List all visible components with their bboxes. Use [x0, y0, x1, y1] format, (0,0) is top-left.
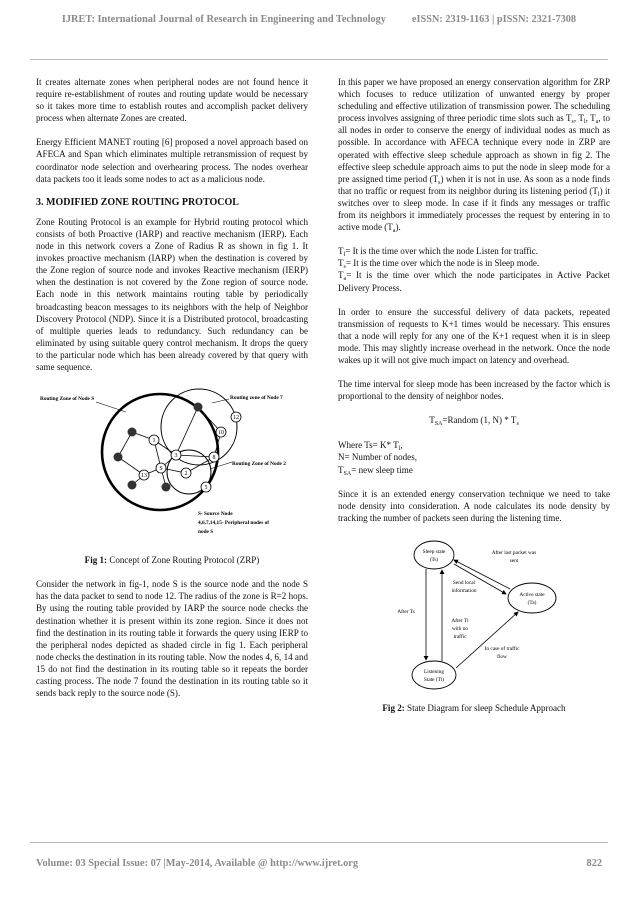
state-diagram [338, 538, 610, 693]
transition-label: After last packet was [491, 549, 537, 556]
where-line: Where Ts= K* $T_l$, [338, 440, 403, 453]
definition: $T_l= It$ is the time over which the node Listen for traffic. [338, 246, 539, 259]
definition: $T_a= It$ is the time over which the node participates in Active Packet Delivery Process. [338, 270, 610, 293]
node-15 [162, 483, 171, 492]
page-number: 822 [586, 858, 602, 869]
node-label: 13 [141, 473, 147, 480]
footer-text: Volume: 03 Special Issue: 07 |May-2014, Available @ http://www.ijret.org [36, 858, 358, 869]
active-state-node [508, 583, 556, 613]
legend-line: 4,6,7,14,15- Peripheral nodes of [198, 520, 270, 527]
left-column [36, 76, 308, 711]
journal-header [0, 14, 638, 25]
zrp-diagram [36, 377, 308, 545]
node-6 [128, 428, 137, 437]
node-label: 10 [218, 430, 224, 437]
where-line: N= Number of nodes, [338, 452, 417, 463]
paragraph: In this paper we have proposed an energy conservation algorithm for ZRP which focuses to reduce utilization of unwanted energy by proper scheduling and effective utilization of transmission power. The scheduling process involves assigning of three periodic time slots such as $T_s$, $T_l$, $T_a$, to all nodes in order to conserve the energy of individual nodes as much as possible. In accordance with AFECA technique every node in ZRP are operated with effective sleep schedule approach as shown in fig 2. The effective sleep schedule approach aims to put the node in sleep mode for a pre assigned time period $(T_s)$ when it is not in use. As soon as a node finds that no traffic or request from its neighbor during its listening period $(T_l)$ it switches over to sleep mode. In case if it finds any messages or traffic from its neighbors it immediately processes the request by entering in to active mode $(T_a)$. [338, 77, 611, 235]
listening-state-node [412, 661, 456, 689]
zone-circle-s [102, 394, 218, 510]
page-footer [36, 858, 602, 869]
figure-2 [338, 538, 610, 696]
caption-label: Fig 2: [382, 703, 405, 713]
paragraph: Energy Efficient MANET routing [6] proposed a novel approach based on AFECA and Span which eliminates multiple retransmission of request by coordinator node selection and overhearing process. The nodes overhear data packets too it leads some nodes to act as a malicious node. [36, 137, 308, 184]
transition-label: with no [451, 625, 469, 632]
transition-label: sent [509, 557, 519, 564]
where-block [338, 439, 610, 475]
transition-label: traffic [453, 633, 467, 640]
right-column [338, 76, 610, 726]
figure-2-caption [338, 702, 610, 714]
journal-issn: eISSN: 2319-1163 | pISSN: 2321-7308 [411, 14, 577, 25]
caption-label: Fig 1: [84, 555, 108, 566]
transition-label: In case of traffic [484, 645, 520, 652]
transition-label: flow [497, 653, 507, 660]
sleep-label: Sleep state [422, 548, 446, 555]
zone-7-label: Routing zone of Node 7 [230, 395, 283, 402]
node-label: 8 [212, 455, 216, 462]
node-label: 2 [184, 471, 188, 478]
paragraph: The time interval for sleep mode has been increased by the factor which is proportional to the density of neighbor nodes. [338, 379, 610, 402]
section-heading: 3. MODIFIED ZONE ROUTING PROTOCOL [36, 196, 239, 208]
transition-label: information [451, 587, 477, 594]
listening-label: Listening [423, 668, 445, 675]
transition-label: After Tl [451, 617, 469, 624]
node-label: 3 [174, 453, 178, 460]
node-label: 5 [204, 485, 208, 492]
journal-title: IJRET: International Journal of Research in Engineering and Technology [61, 14, 386, 25]
where-line: $T_{SA}=$ new sleep time [338, 464, 413, 477]
figure-1-caption [36, 554, 308, 566]
caption-text: Concept of Zone Routing Protocol (ZRP) [109, 555, 260, 566]
definitions [338, 245, 610, 293]
formula: $T_{SA}=Random$ (1, $N) * T_s$ [429, 415, 519, 428]
sleep-state-node [414, 541, 454, 569]
transition-label: After Ts [397, 608, 415, 615]
node-label: 1 [152, 438, 156, 445]
node-7 [194, 403, 203, 412]
node-14 [128, 481, 137, 490]
paragraph: Consider the network in fig-1, node S is the source node and the node S has the data packet to send to node 12. The radius of the zone is R=2 hops. By using the routing table provided by IARP the source node checks the destination whether it is present within its zone region. Since it does not find the destination in its routing table it forwards the query using IERP to the peripheral nodes depicted as shaded circle in fig 1. Each peripheral node checks the destination in its routing table. Now the nodes 4, 6, 14 and 15 do not find the destination in its routing table so it repeats the border casting process. The node 7 found the destination in its routing table so it sends back reply to the source node (S). [36, 579, 308, 699]
zone-2-label: Routing Zone of Node 2 [232, 461, 286, 468]
zone-s-label: Routing Zone of Node S [40, 396, 95, 403]
figure-1 [36, 377, 308, 548]
sleep-label: (Ts) [429, 556, 439, 563]
header-rule [30, 59, 608, 60]
legend-line: node S [198, 529, 214, 536]
paragraph: It creates alternate zones when peripheral nodes are not found hence it require re-establishment of routes and routing update would be necessary so it takes more time to establish routes and accomplish packet delivery process when alternate Zones are created. [36, 77, 308, 124]
node-links [118, 407, 221, 487]
active-label: (Ta) [527, 599, 537, 606]
legend-line: S- Source Node [198, 511, 233, 518]
node-label: 12 [233, 415, 239, 422]
node-label: S [159, 466, 163, 473]
caption-text: State Diagram for sleep Schedule Approach [407, 703, 566, 713]
paragraph: Since it is an extended energy conservation technique we need to take node density into consideration. A node calculates its node density by tracking the number of packets seen during the listening time. [338, 488, 610, 523]
active-label: Active state [519, 591, 545, 598]
definition: $T_s= It$ is the time over which the node is in Sleep mode. [338, 258, 540, 271]
paragraph: Zone Routing Protocol is an example for Hybrid routing protocol which consists of both Proactive (IARP) and reactive mechanism (IERP). Each node in this network covers a Zone of Radius R as shown in fig 1. It invokes proactive mechanism (IARP) when the destination is covered by the Zone region of source node and invokes Reactive mechanism (IERP) when the destination is not covered by the Zone region of source node. Each node in this network maintains routing table by periodically broadcasting beacon messages to its neighbors with the help of Neighbor Discovery Protocol (NDP). Since it is a Distributed protocol, broadcasting of multiple queries leads to redundancy. Such redundancy can be eliminated by using suitable query control mechanism. It drops the query to the particular node which has been already covered by that query with same sequence. [36, 216, 308, 372]
node-4 [114, 453, 123, 462]
transition-label: Send local [452, 579, 476, 586]
paragraph: In order to ensure the successful delivery of data packets, repeated transmission of requests to K+1 times would be necessary. This ensures that a node will reply for any one of the K+1 request when it is in sleep mode. This may slightly increase overhead in the network. Once the node wakes up it will not give much impact on latency and overhead. [338, 306, 610, 365]
footer-rule [30, 842, 608, 843]
listening-label: State (Tl) [423, 676, 445, 683]
